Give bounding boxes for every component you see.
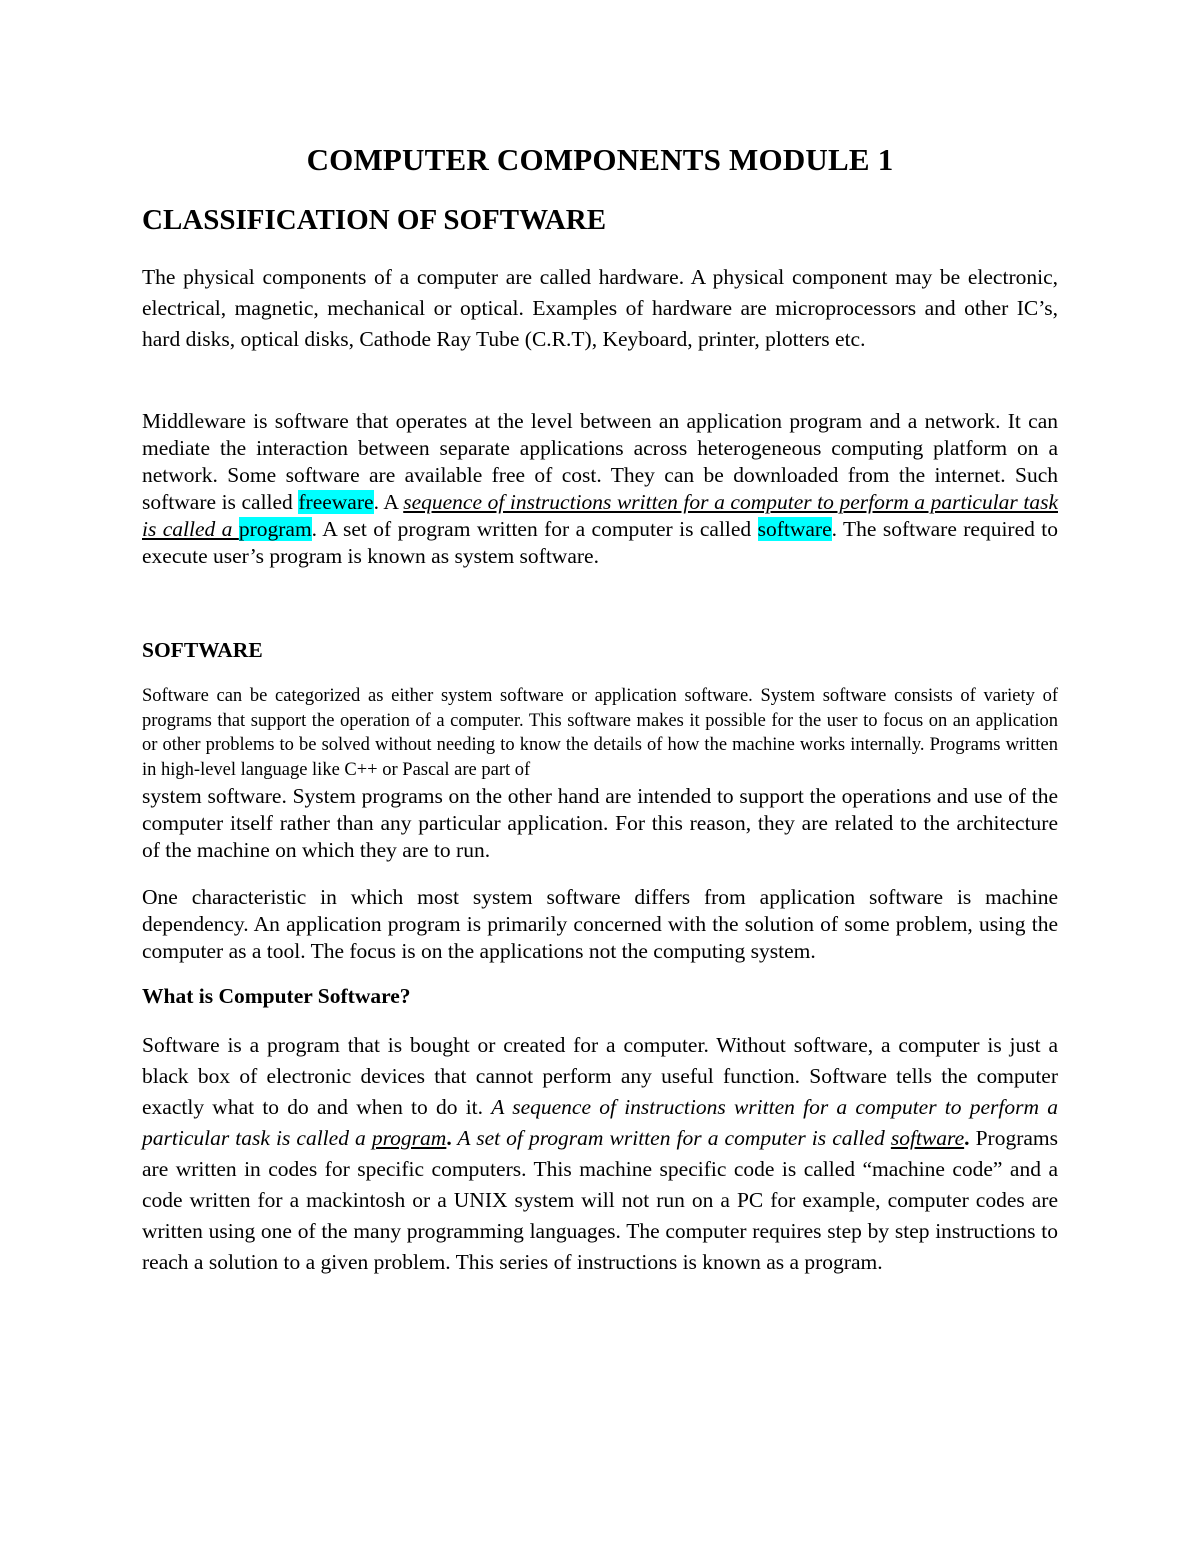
software-highlight: software <box>757 517 832 541</box>
classification-heading: CLASSIFICATION OF SOFTWARE <box>142 204 607 236</box>
program-highlight: program <box>238 517 312 541</box>
program-definition: sequence of instructions written for a computer to perform a particular task is called a <box>142 490 1058 541</box>
what-text-1: Software is a program that is bought or created for a computer. Without software, a computer is just a black box of electronic devices that cannot perform any useful function. Software tells the computer exactly what to do and when to do it. <box>142 1033 1058 1119</box>
freeware-highlight: freeware <box>298 490 374 514</box>
program-term: program <box>371 1126 447 1150</box>
what-is-software-heading: What is Computer Software? <box>142 984 411 1008</box>
what-dot-2: . <box>964 1126 970 1150</box>
system-software-paragraph: system software. System programs on the other hand are intended to support the operations and use of the computer itself rather than any particular application. For this reason, they are related to the architecture of the machine on which they are to run. <box>142 784 1058 862</box>
hardware-paragraph: The physical components of a computer are called hardware. A physical component may be electronic, electrical, magnetic, mechanical or optical. Examples of hardware are microprocessors and other IC’s, hard disks, optical disks, Cathode Ray Tube (C.R.T), Keyboard, printer, plotters etc. <box>142 265 1058 351</box>
middleware-text-4: . The software required to execute user’s program is known as system software. <box>142 517 1059 568</box>
what-italic-1: A sequence of instructions written for a computer to perform a particular task is called a <box>142 1095 1059 1150</box>
what-is-software-paragraph <box>142 1030 1058 1278</box>
what-italic-2: A set of program written for a computer is called <box>451 1126 891 1150</box>
what-dot-1: . <box>446 1126 452 1150</box>
middleware-paragraph <box>142 408 1058 570</box>
software-categories-paragraph: Software can be categorized as either system software or application software. System software consists of variety of programs that support the operation of a computer. This software makes it possible for the user to focus on an application or other problems to be solved without needing to know the details of how the machine works internally. Programs written in high-level language like C++ or Pascal are part of <box>142 686 1058 780</box>
software-heading: SOFTWARE <box>142 638 263 662</box>
software-term: software <box>890 1126 965 1150</box>
characteristic-paragraph: One characteristic in which most system software differs from application software is machine dependency. An application program is primarily concerned with the solution of some problem, using the computer as a tool. The focus is on the applications not the computing system. <box>142 885 1058 963</box>
middleware-text-3: . A set of program written for a computer is called <box>311 517 758 541</box>
middleware-text-1: Middleware is software that operates at the level between an application program and a network. It can mediate the interaction between separate applications across heterogeneous computing platform on a network. Some software are available free of cost. They can be downloaded from the internet. Such software is called <box>142 409 1058 514</box>
what-text-2: Programs are written in codes for specific computers. This machine specific code is called “machine code” and a code written for a mackintosh or a UNIX system will not run on a PC for example, computer codes are written using one of the many programming languages. The computer requires step by step instructions to reach a solution to a given problem. This series of instructions is known as a program. <box>142 1126 1058 1274</box>
document-title: COMPUTER COMPONENTS MODULE 1 <box>306 142 894 177</box>
middleware-text-2: . A <box>373 490 404 514</box>
